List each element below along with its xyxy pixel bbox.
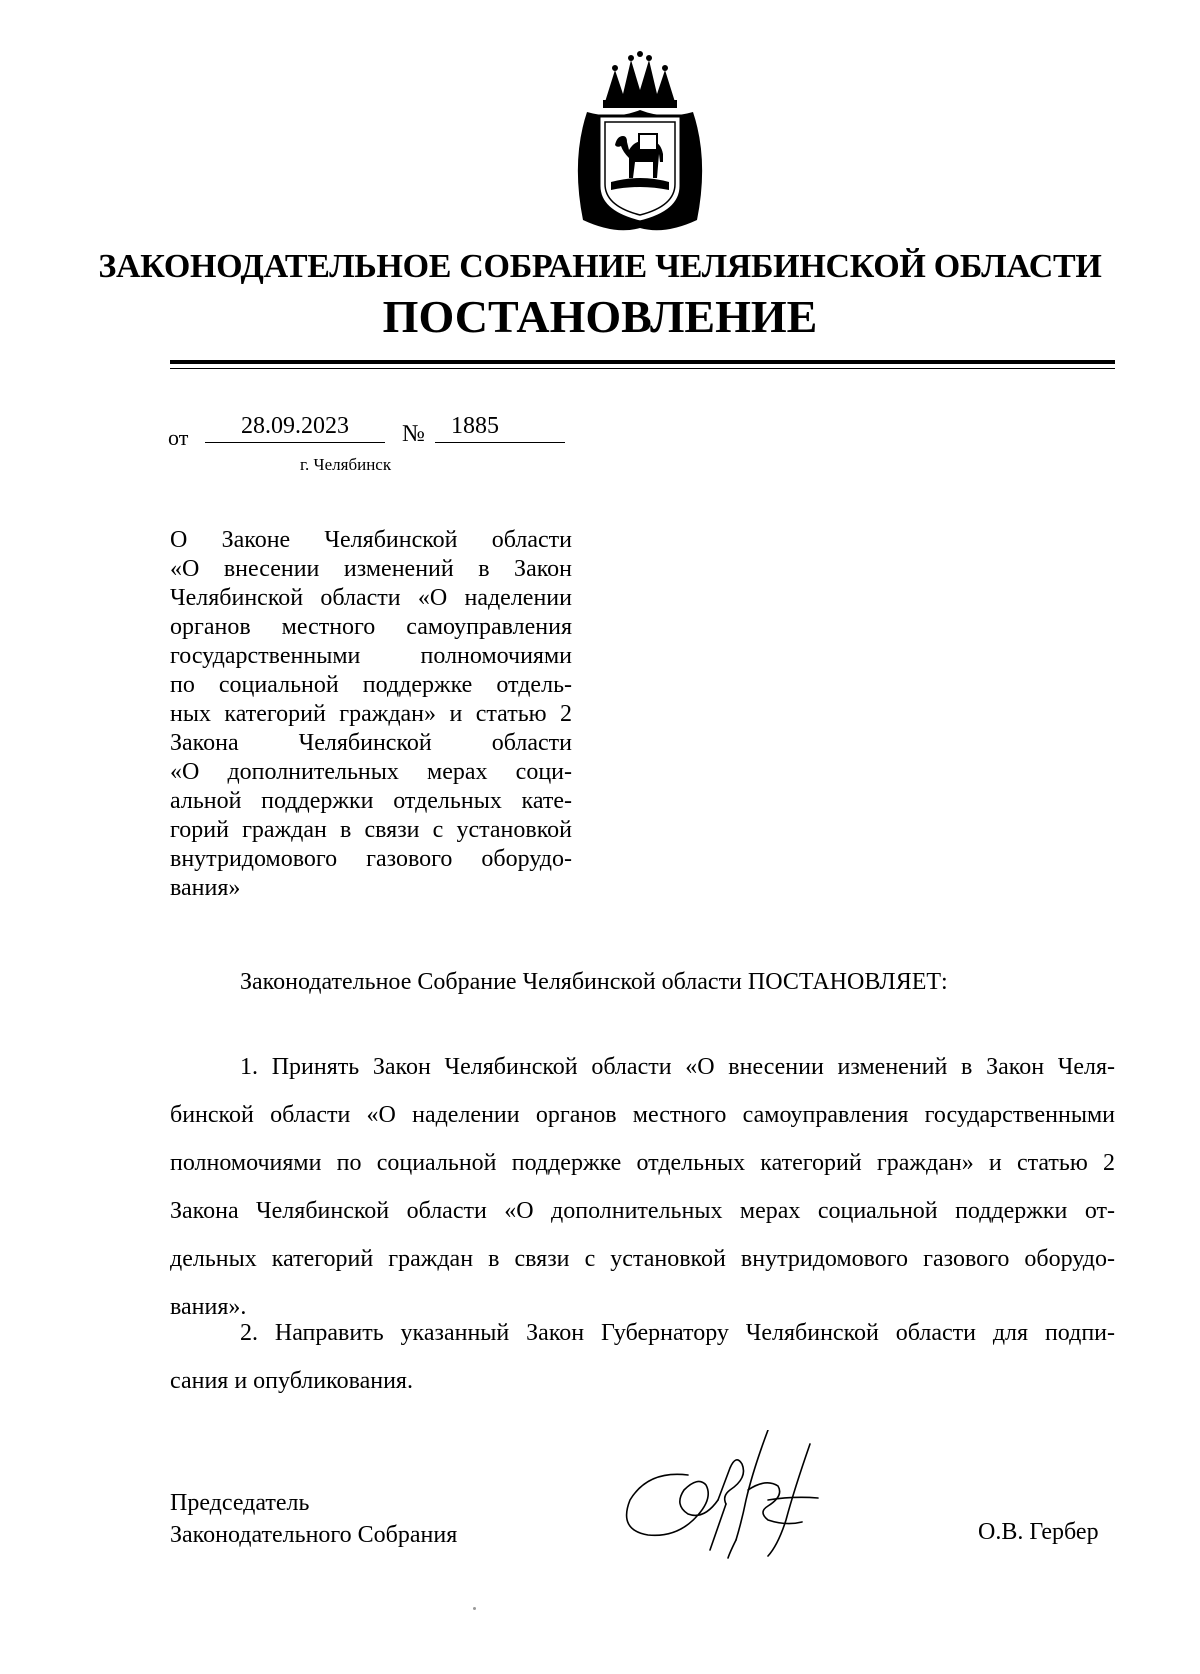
paragraph-line: бинской области «О наделении органов местного самоуправления государственными (170, 1102, 1115, 1128)
paragraph-line: 1. Принять Закон Челябинской области «О внесении изменений в Закон Челя- (240, 1054, 1115, 1080)
subject-line: «О внесении изменений в Закон (170, 556, 572, 582)
subject-line: по социальной поддержке отдель- (170, 672, 572, 698)
date-prefix: от (168, 425, 189, 450)
paragraph-2 (170, 1318, 1115, 1414)
paragraph-line: полномочиями по социальной поддержке отдельных категорий граждан» и статью 2 (170, 1150, 1115, 1176)
document-number: 1885 (435, 413, 565, 443)
header-rule-thin (170, 368, 1115, 369)
signatory-title (170, 1487, 457, 1551)
subject-line: альной поддержки отдельных кате- (170, 788, 572, 814)
organization-title: ЗАКОНОДАТЕЛЬНОЕ СОБРАНИЕ ЧЕЛЯБИНСКОЙ ОБЛАСТИ (98, 248, 1102, 285)
document-subject (170, 526, 572, 903)
signatory-title-line: Председатель (170, 1490, 310, 1516)
subject-line: О Законе Челябинской области (170, 527, 572, 553)
subject-line: горий граждан в связи с установкой (170, 817, 572, 843)
paragraph-1 (170, 1052, 1115, 1340)
coat-of-arms-emblem (565, 50, 715, 240)
subject-line: вания» (170, 875, 241, 901)
subject-line: внутридомового газового оборудо- (170, 846, 572, 872)
number-sign: № (402, 421, 425, 447)
subject-line: «О дополнительных мерах соци- (170, 759, 572, 785)
paragraph-line: Закона Челябинской области «О дополнительных мерах социальной поддержки от- (170, 1198, 1115, 1224)
subject-line: ных категорий граждан» и статью 2 (170, 701, 572, 727)
document-date: 28.09.2023 (205, 413, 385, 443)
signatory-name: О.В. Гербер (978, 1519, 1099, 1545)
paragraph-line: сания и опубликования. (170, 1368, 413, 1394)
paragraph-line: вания». (170, 1294, 247, 1320)
subject-line: Челябинской области «О наделении (170, 585, 572, 611)
document-type-title: ПОСТАНОВЛЕНИЕ (382, 291, 818, 342)
handwritten-signature (618, 1430, 838, 1560)
header-rule-thick (170, 360, 1115, 364)
subject-line: Закона Челябинской области (170, 730, 572, 756)
scan-speck (473, 1607, 476, 1610)
paragraph-line: дельных категорий граждан в связи с установкой внутридомового газового оборудо- (170, 1246, 1115, 1272)
paragraph-line: 2. Направить указанный Закон Губернатору Челябинской области для подпи- (240, 1320, 1115, 1346)
city-label: г. Челябинск (300, 455, 392, 474)
signatory-title-line: Законодательного Собрания (170, 1522, 458, 1548)
subject-line: органов местного самоуправления (170, 614, 572, 640)
subject-line: государственными полномочиями (170, 643, 572, 669)
resolution-intro: Законодательное Собрание Челябинской области ПОСТАНОВЛЯЕТ: (240, 969, 948, 995)
